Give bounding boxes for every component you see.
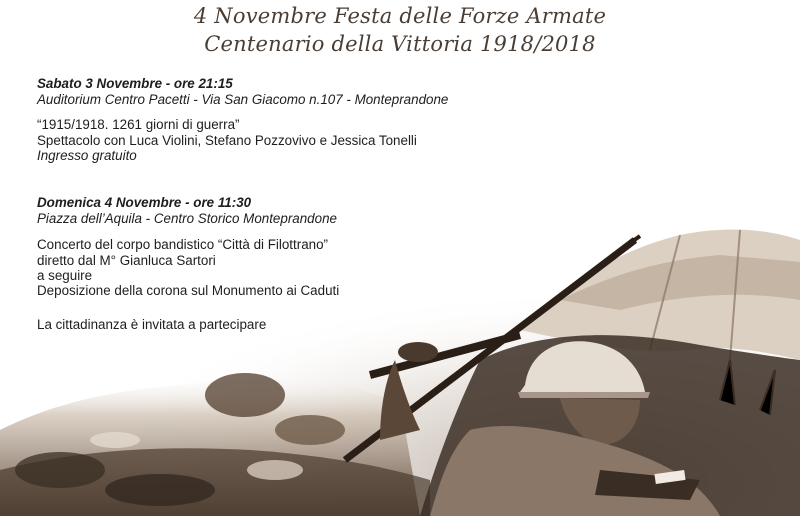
event1-venue: Auditorium Centro Pacetti - Via San Giacomo n.107 - Monteprandone [37, 92, 449, 107]
event2-line2: diretto dal M° Gianluca Sartori [37, 253, 216, 268]
event1-date-time: Sabato 3 Novembre - ore 21:15 [37, 76, 233, 91]
event1-show-title: “1915/1918. 1261 giorni di guerra” [37, 117, 240, 132]
event2-line1: Concerto del corpo bandistico “Città di Filottrano” [37, 237, 329, 252]
closing-invitation: La cittadinanza è invitata a partecipare [37, 317, 267, 332]
event2-venue: Piazza dell’Aquila - Centro Storico Monteprandone [37, 211, 337, 226]
event2-date-time: Domenica 4 Novembre - ore 11:30 [37, 195, 252, 210]
event1-admission: Ingresso gratuito [37, 148, 137, 163]
poster-subtitle: Centenario della Vittoria 1918/2018 [204, 32, 596, 56]
event2-line4: Deposizione della corona sul Monumento ai Caduti [37, 283, 340, 298]
event2-line3: a seguire [37, 268, 93, 283]
event1-performers: Spettacolo con Luca Violini, Stefano Pozzovivo e Jessica Tonelli [37, 133, 417, 148]
poster-title: 4 Novembre Festa delle Forze Armate [193, 4, 607, 28]
